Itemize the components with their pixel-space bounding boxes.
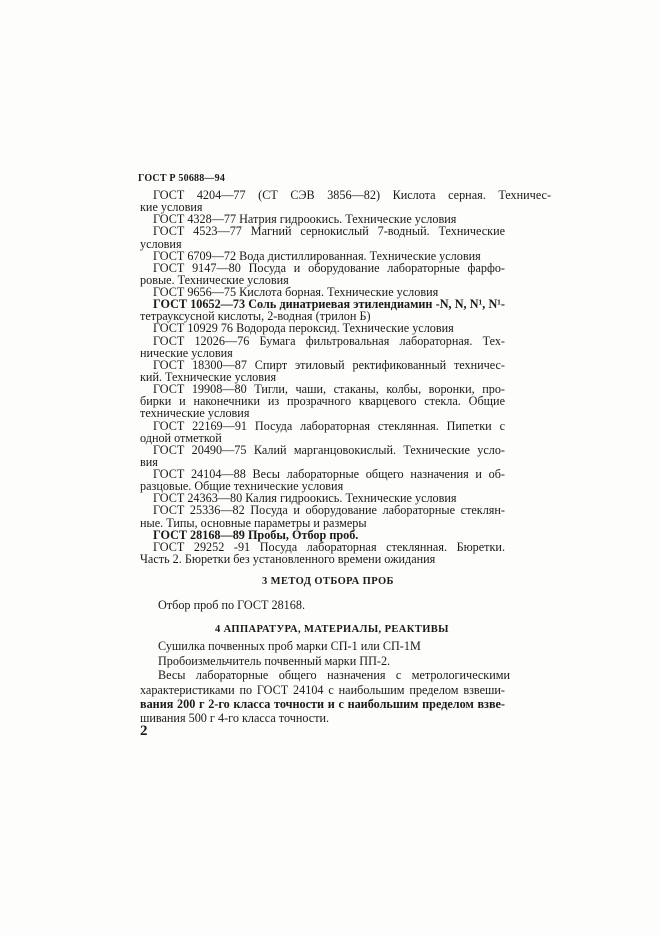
reference-line: ГОСТ 4204—77 (СТ СЭВ 3856—82) Кислота серная. Техничес- [153,188,551,202]
reference-line: ГОСТ 10652—73 Соль динатриевая этилендиамин -N, N, N¹, N¹- [153,297,505,311]
reference-line: ГОСТ 10929 76 Водорода пероксид. Технические условия [153,321,454,335]
section-4-line: Весы лабораторные общего назначения с метрологическими [158,668,510,682]
page-number: 2 [140,723,148,739]
reference-line: ГОСТ 6709—72 Вода дистиллированная. Технические условия [153,249,481,263]
reference-line: ГОСТ 20490—75 Калий марганцовокислый. Технические усло- [153,443,505,457]
section-4-line: вания 200 г 2-го класса точности и с наибольшим пределом взве- [140,697,505,711]
reference-line: ные. Типы, основные параметры и размеры [140,516,367,530]
reference-line: ГОСТ 4328—77 Натрия гидроокись. Технические условия [153,212,457,226]
section-3-heading: 3 МЕТОД ОТБОРА ПРОБ [262,576,394,587]
reference-line: ГОСТ 29252 -91 Посуда лабораторная стеклянная. Бюретки. [153,540,505,554]
section-4-line: Пробоизмельчитель почвенный марки ПП-2. [158,654,391,668]
reference-line: ГОСТ 28168—89 Пробы, Отбор проб. [153,528,359,542]
reference-line: ГОСТ 9656—75 Кислота борная. Технические условия [153,285,439,299]
reference-line: ГОСТ 24104—88 Весы лабораторные общего назначения и об- [153,467,505,481]
reference-line: ровые. Технические условия [140,273,289,287]
reference-line: нические условия [140,346,233,360]
reference-line: бирки и наконечники из прозрачного кварцевого стекла. Общие [140,394,505,408]
reference-line: Часть 2. Бюретки без установленного времени ожидания [140,552,436,566]
reference-line: ГОСТ 22169—91 Посуда лабораторная стеклянная. Пипетки с [153,419,505,433]
reference-line: ГОСТ 25336—82 Посуда и оборудование лабораторные стеклян- [153,503,505,517]
reference-line: ГОСТ 4523—77 Магний сернокислый 7-водный. Технические [153,224,505,238]
section-4-heading: 4 АППАРАТУРА, МАТЕРИАЛЫ, РЕАКТИВЫ [215,624,449,635]
section-3-text: Отбор проб по ГОСТ 28168. [158,598,306,612]
reference-line: кие условия [140,200,203,214]
reference-line: условия [140,237,182,251]
reference-line: ГОСТ 19908—80 Тигли, чаши, стаканы, колбы, воронки, про- [153,382,505,396]
reference-line: ГОСТ 24363—80 Калия гидроокись. Технические условия [153,491,457,505]
section-4-line: характеристиками по ГОСТ 24104 с наибольшим пределом взвеши- [140,683,505,697]
section-4-line: Сушилка почвенных проб марки СП-1 или СП-1М [158,639,421,653]
reference-line: технические условия [140,406,250,420]
reference-line: тетрауксусной кислоты, 2-водная (трилон Б) [140,309,371,323]
page-header: ГОСТ Р 50688—94 [138,173,226,184]
reference-line: вия [140,455,158,469]
reference-line: ГОСТ 12026—76 Бумага фильтровальная лабораторная. Тех- [153,334,505,348]
section-4-line: шивания 500 г 4-го класса точности. [140,711,330,725]
reference-line: ГОСТ 9147—80 Посуда и оборудование лабораторные фарфо- [153,261,505,275]
reference-line: кий. Технические условия [140,370,277,384]
reference-line: одной отметкой [140,431,222,445]
reference-line: разцовые. Общие технические условия [140,479,344,493]
reference-line: ГОСТ 18300—87 Спирт этиловый ректификованный техничес- [153,358,505,372]
